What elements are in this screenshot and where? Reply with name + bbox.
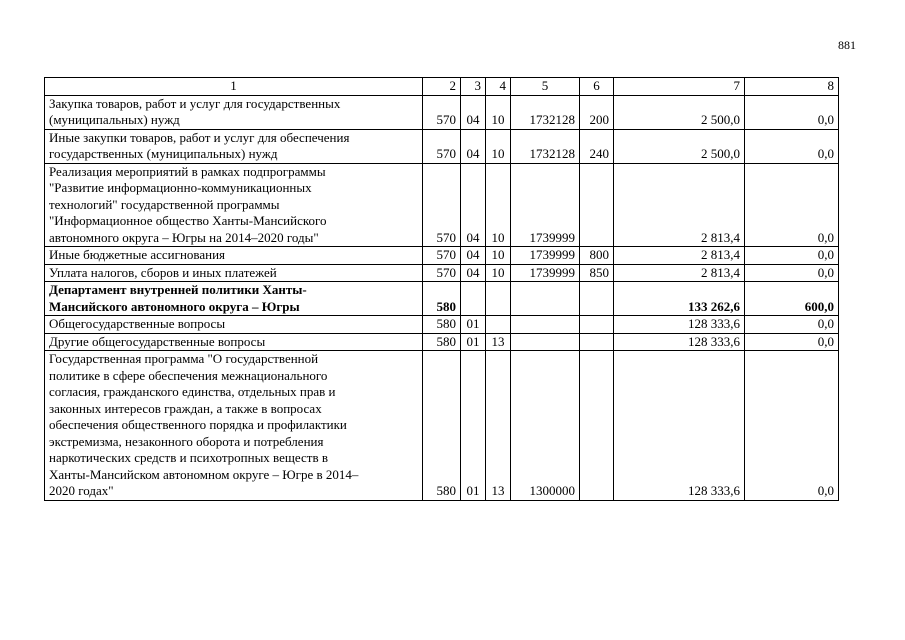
target-article-cell: 1739999 bbox=[511, 264, 580, 282]
expense-type-cell: 850 bbox=[580, 264, 614, 282]
header-cell-2: 2 bbox=[423, 78, 461, 96]
amount2-cell: 0,0 bbox=[745, 95, 839, 129]
subsection-cell: 10 bbox=[486, 247, 511, 265]
name-cell: Общегосударственные вопросы bbox=[45, 316, 423, 334]
table-row bbox=[45, 163, 839, 247]
table-row bbox=[45, 129, 839, 163]
header-cell-6: 6 bbox=[580, 78, 614, 96]
amount2-cell: 0,0 bbox=[745, 316, 839, 334]
target-article-cell: 1739999 bbox=[511, 163, 580, 247]
name-cell: Уплата налогов, сборов и иных платежей bbox=[45, 264, 423, 282]
section-cell: 04 bbox=[461, 264, 486, 282]
subsection-cell: 13 bbox=[486, 333, 511, 351]
section-cell: 01 bbox=[461, 351, 486, 501]
header-cell-3: 3 bbox=[461, 78, 486, 96]
header-cell-5: 5 bbox=[511, 78, 580, 96]
section-cell: 04 bbox=[461, 247, 486, 265]
code-cell: 570 bbox=[423, 95, 461, 129]
target-article-cell: 1732128 bbox=[511, 95, 580, 129]
subsection-cell: 13 bbox=[486, 351, 511, 501]
section-cell: 04 bbox=[461, 163, 486, 247]
subsection-cell bbox=[486, 316, 511, 334]
budget-table bbox=[44, 77, 839, 501]
table-row bbox=[45, 247, 839, 265]
amount-cell: 128 333,6 bbox=[614, 351, 745, 501]
amount2-cell: 600,0 bbox=[745, 282, 839, 316]
amount-cell: 2 813,4 bbox=[614, 247, 745, 265]
section-cell bbox=[461, 282, 486, 316]
table-row bbox=[45, 351, 839, 501]
target-article-cell bbox=[511, 282, 580, 316]
name-cell: Реализация мероприятий в рамках подпрограммы "Развитие информационно-коммуникационных технологий" государственной программы "Информационное общество Ханты-Мансийского автономного округа – Югры на 2014–2020 годы" bbox=[45, 163, 423, 247]
name-cell: Иные бюджетные ассигнования bbox=[45, 247, 423, 265]
code-cell: 580 bbox=[423, 316, 461, 334]
amount2-cell: 0,0 bbox=[745, 264, 839, 282]
expense-type-cell bbox=[580, 163, 614, 247]
name-cell: Закупка товаров, работ и услуг для государственных (муниципальных) нужд bbox=[45, 95, 423, 129]
section-cell: 04 bbox=[461, 95, 486, 129]
table-row bbox=[45, 316, 839, 334]
amount2-cell: 0,0 bbox=[745, 351, 839, 501]
amount-cell: 133 262,6 bbox=[614, 282, 745, 316]
expense-type-cell: 240 bbox=[580, 129, 614, 163]
table-row bbox=[45, 95, 839, 129]
section-cell: 01 bbox=[461, 333, 486, 351]
subsection-cell bbox=[486, 282, 511, 316]
subsection-cell: 10 bbox=[486, 95, 511, 129]
subsection-cell: 10 bbox=[486, 163, 511, 247]
expense-type-cell: 800 bbox=[580, 247, 614, 265]
code-cell: 580 bbox=[423, 351, 461, 501]
code-cell: 580 bbox=[423, 282, 461, 316]
header-row bbox=[45, 78, 839, 96]
amount2-cell: 0,0 bbox=[745, 247, 839, 265]
name-cell: Иные закупки товаров, работ и услуг для обеспечения государственных (муниципальных) нужд bbox=[45, 129, 423, 163]
amount-cell: 2 813,4 bbox=[614, 163, 745, 247]
header-cell-4: 4 bbox=[486, 78, 511, 96]
header-cell-1: 1 bbox=[45, 78, 423, 96]
target-article-cell: 1732128 bbox=[511, 129, 580, 163]
header-cell-8: 8 bbox=[745, 78, 839, 96]
section-cell: 01 bbox=[461, 316, 486, 334]
table-row bbox=[45, 282, 839, 316]
code-cell: 570 bbox=[423, 247, 461, 265]
header-cell-7: 7 bbox=[614, 78, 745, 96]
name-cell: Другие общегосударственные вопросы bbox=[45, 333, 423, 351]
name-cell: Департамент внутренней политики Ханты- Мансийского автономного округа – Югры bbox=[45, 282, 423, 316]
expense-type-cell bbox=[580, 333, 614, 351]
expense-type-cell bbox=[580, 351, 614, 501]
expense-type-cell bbox=[580, 316, 614, 334]
target-article-cell bbox=[511, 316, 580, 334]
table-row bbox=[45, 333, 839, 351]
amount2-cell: 0,0 bbox=[745, 129, 839, 163]
amount-cell: 128 333,6 bbox=[614, 333, 745, 351]
amount-cell: 2 500,0 bbox=[614, 129, 745, 163]
expense-type-cell: 200 bbox=[580, 95, 614, 129]
expense-type-cell bbox=[580, 282, 614, 316]
section-cell: 04 bbox=[461, 129, 486, 163]
page-number: 881 bbox=[838, 38, 856, 52]
target-article-cell: 1739999 bbox=[511, 247, 580, 265]
code-cell: 570 bbox=[423, 163, 461, 247]
name-cell: Государственная программа "О государственной политике в сфере обеспечения межнационального согласия, гражданского единства, отдельных прав и законных интересов граждан, а также в вопросах обеспечения общественного порядка и профилактики экстремизма, незаконного оборота и потребления наркотических средств и психотропных веществ в Ханты-Мансийском автономном округе – Югре в 2014– 2020 годах" bbox=[45, 351, 423, 501]
table-row bbox=[45, 264, 839, 282]
amount-cell: 2 500,0 bbox=[614, 95, 745, 129]
amount2-cell: 0,0 bbox=[745, 163, 839, 247]
subsection-cell: 10 bbox=[486, 129, 511, 163]
amount2-cell: 0,0 bbox=[745, 333, 839, 351]
amount-cell: 128 333,6 bbox=[614, 316, 745, 334]
target-article-cell bbox=[511, 333, 580, 351]
code-cell: 570 bbox=[423, 264, 461, 282]
amount-cell: 2 813,4 bbox=[614, 264, 745, 282]
code-cell: 570 bbox=[423, 129, 461, 163]
code-cell: 580 bbox=[423, 333, 461, 351]
subsection-cell: 10 bbox=[486, 264, 511, 282]
target-article-cell: 1300000 bbox=[511, 351, 580, 501]
